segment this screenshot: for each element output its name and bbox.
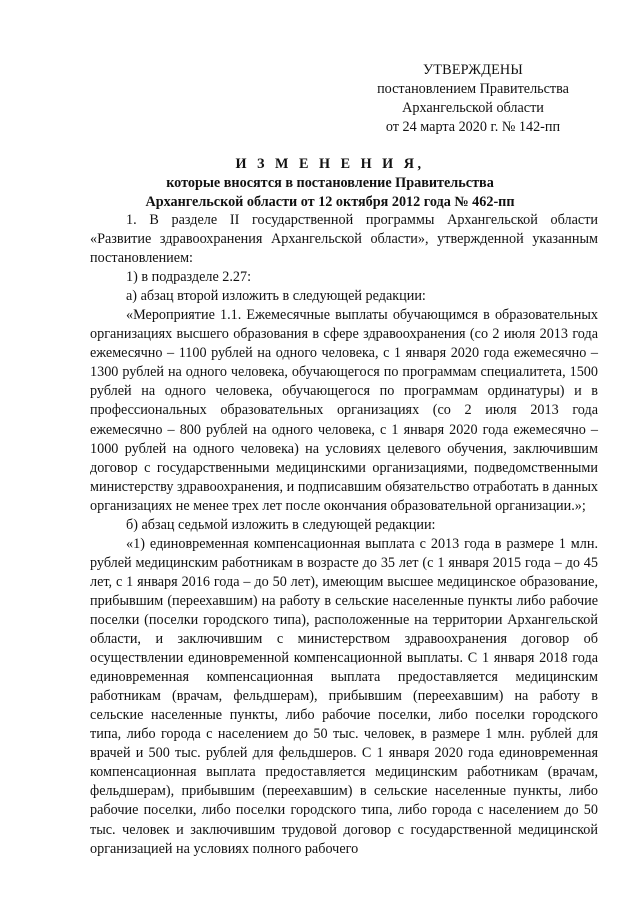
document-body	[90, 211, 598, 859]
approval-line-2: Архангельской области	[402, 100, 544, 116]
paragraph-section-intro: 1. В разделе II государственной программы Архангельской области «Развитие здравоохранения Архангельской области», утвержденной указанным постановлением:	[90, 212, 598, 267]
document-title	[80, 155, 580, 212]
title-line-2: Архангельской области от 12 октября 2012 года № 462-пп	[145, 194, 515, 210]
approval-line-1: постановлением Правительства	[377, 81, 569, 97]
approval-line-3: от 24 марта 2020 г. № 142-пп	[385, 119, 561, 135]
paragraph-item-b: б) абзац седьмой изложить в следующей редакции:	[126, 516, 436, 533]
paragraph-subsection: 1) в подразделе 2.27:	[126, 269, 252, 286]
title-heading: И З М Е Н Е Н И Я,	[235, 156, 425, 172]
paragraph-compensation: «1) единовременная компенсационная выплата с 2013 года в размере 1 млн. рублей медицинским работникам в возрасте до 35 лет (с 1 января 2015 года – до 45 лет, с 1 января 2016 года – до 50 лет), имеющим высшее медицинское образование, прибывшим (переехавшим) на работу в сельские населенные пункты либо рабочие поселки (поселки городского типа), расположенные на территории Архангельской области, и заключившим с министерством здравоохранения договор об осуществлении единовременной компенсационной выплаты. С 1 января 2018 года единовременная компенсационная выплата предоставляется медицинским работникам (врачам, фельдшерам), прибывшим (переехавшим) на работу в сельские населенные пункты, либо рабочие поселки, либо поселки городского типа, либо города с населением до 50 тыс. человек, в размере 1 млн. рублей для врачей и 500 тыс. рублей для фельдшеров. С 1 января 2020 года единовременная компенсационная выплата предоставляется медицинским работникам (врачам, фельдшерам), прибывшим (переехавшим) в сельские населенные пункты, либо рабочие поселки, либо поселки городского типа, либо города с населением до 50 тыс. человек и заключившим трудовой договор с государственной медицинской организацией на условиях полного рабочего	[90, 535, 598, 857]
approval-stamp	[373, 61, 573, 137]
title-line-1: которые вносятся в постановление Правительства	[166, 175, 494, 191]
paragraph-item-a: а) абзац второй изложить в следующей редакции:	[126, 288, 426, 305]
approval-heading: УТВЕРЖДЕНЫ	[423, 62, 523, 78]
paragraph-measure-1-1: «Мероприятие 1.1. Ежемесячные выплаты обучающимся в образовательных организациях высшего образования в сфере здравоохранения (со 2 июля 2013 года ежемесячно – 1100 рублей на одного человека, с 1 января 2020 года ежемесячно – 1300 рублей на одного человека, обучающегося по программам специалитета, 1500 рублей на одного человека, обучающегося по программам ординатуры) и в профессиональных образовательных организациях (со 2 июля 2013 года ежемесячно – 800 рублей на одного человека, с 1 января 2020 года ежемесячно – 1000 рублей на одного человека) на условиях целевого обучения, заключившим договор с государственными медицинскими организациями, подведомственными министерству здравоохранения, и подписавшим обязательство отработать в данных организациях не менее трех лет после окончания образовательной организации.»;	[90, 307, 598, 514]
